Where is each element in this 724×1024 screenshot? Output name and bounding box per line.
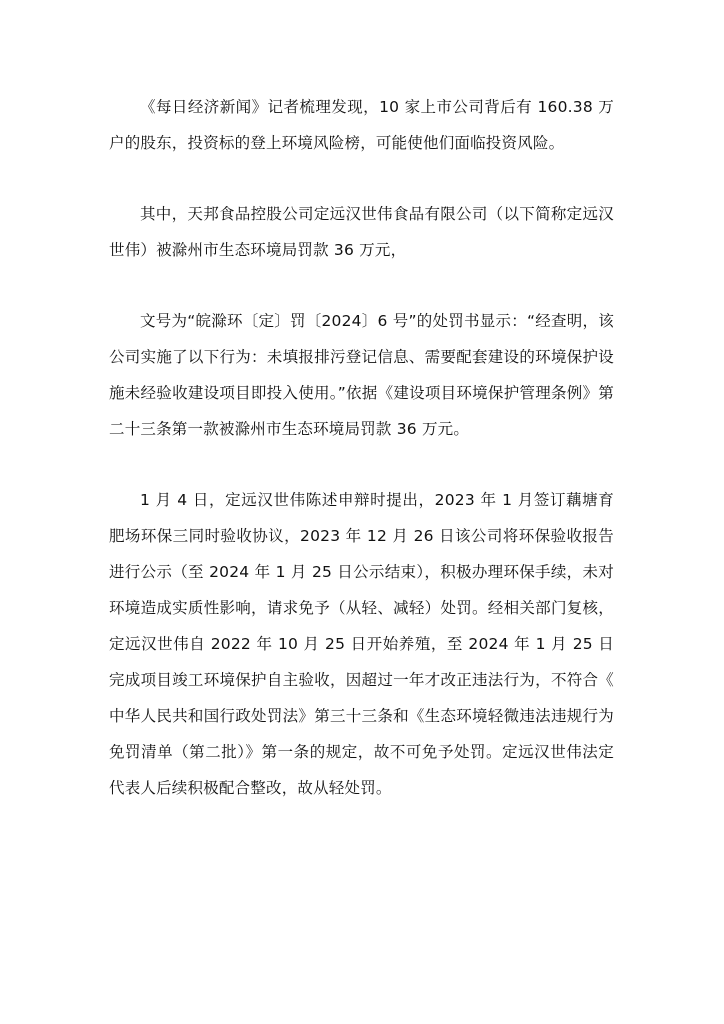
paragraph-intro: 《每日经济新闻》记者梳理发现，10 家上市公司背后有 160.38 万户的股东，投资标的登上环境风险榜，可能使他们面临投资风险。 xyxy=(109,98,614,152)
paragraph-appeal-review: 1 月 4 日，定远汉世伟陈述申辩时提出，2023 年 1 月签订藕塘育肥场环保三同时验收协议，2023 年 12 月 26 日该公司将环保验收报告进行公示（至 2024 年 1 月 25 日公示结束），积极办理环保手续，未对环境造成实质性影响，请求免予（从轻、减轻）处罚。经相关部门复核，定远汉世伟自 2022 年 10 月 25 日开始养殖，至 2024 年 1 月 25 日完成项目竣工环境保护自主验收，因超过一年才改正违法行为，不符合《中华人民共和国行政处罚法》第三十三条和《生态环境轻微违法违规行为免罚清单（第二批）》第一条的规定，故不可免予处罚。定远汉世伟法定代表人后续积极配合整改，故从轻处罚。 xyxy=(109,491,614,797)
paragraph-penalty-notice: 文号为“皖滁环〔定〕罚〔2024〕6 号”的处罚书显示：“经查明，该公司实施了以下行为：未填报排污登记信息、需要配套建设的环境保护设施未经验收建设项目即投入使用。”依据《建设项目环境保护管理条例》第二十三条第一款被滁州市生态环境局罚款 36 万元。 xyxy=(109,312,614,438)
paragraph-fine-summary: 其中，天邦食品控股公司定远汉世伟食品有限公司（以下简称定远汉世伟）被滁州市生态环境局罚款 36 万元， xyxy=(109,205,614,259)
